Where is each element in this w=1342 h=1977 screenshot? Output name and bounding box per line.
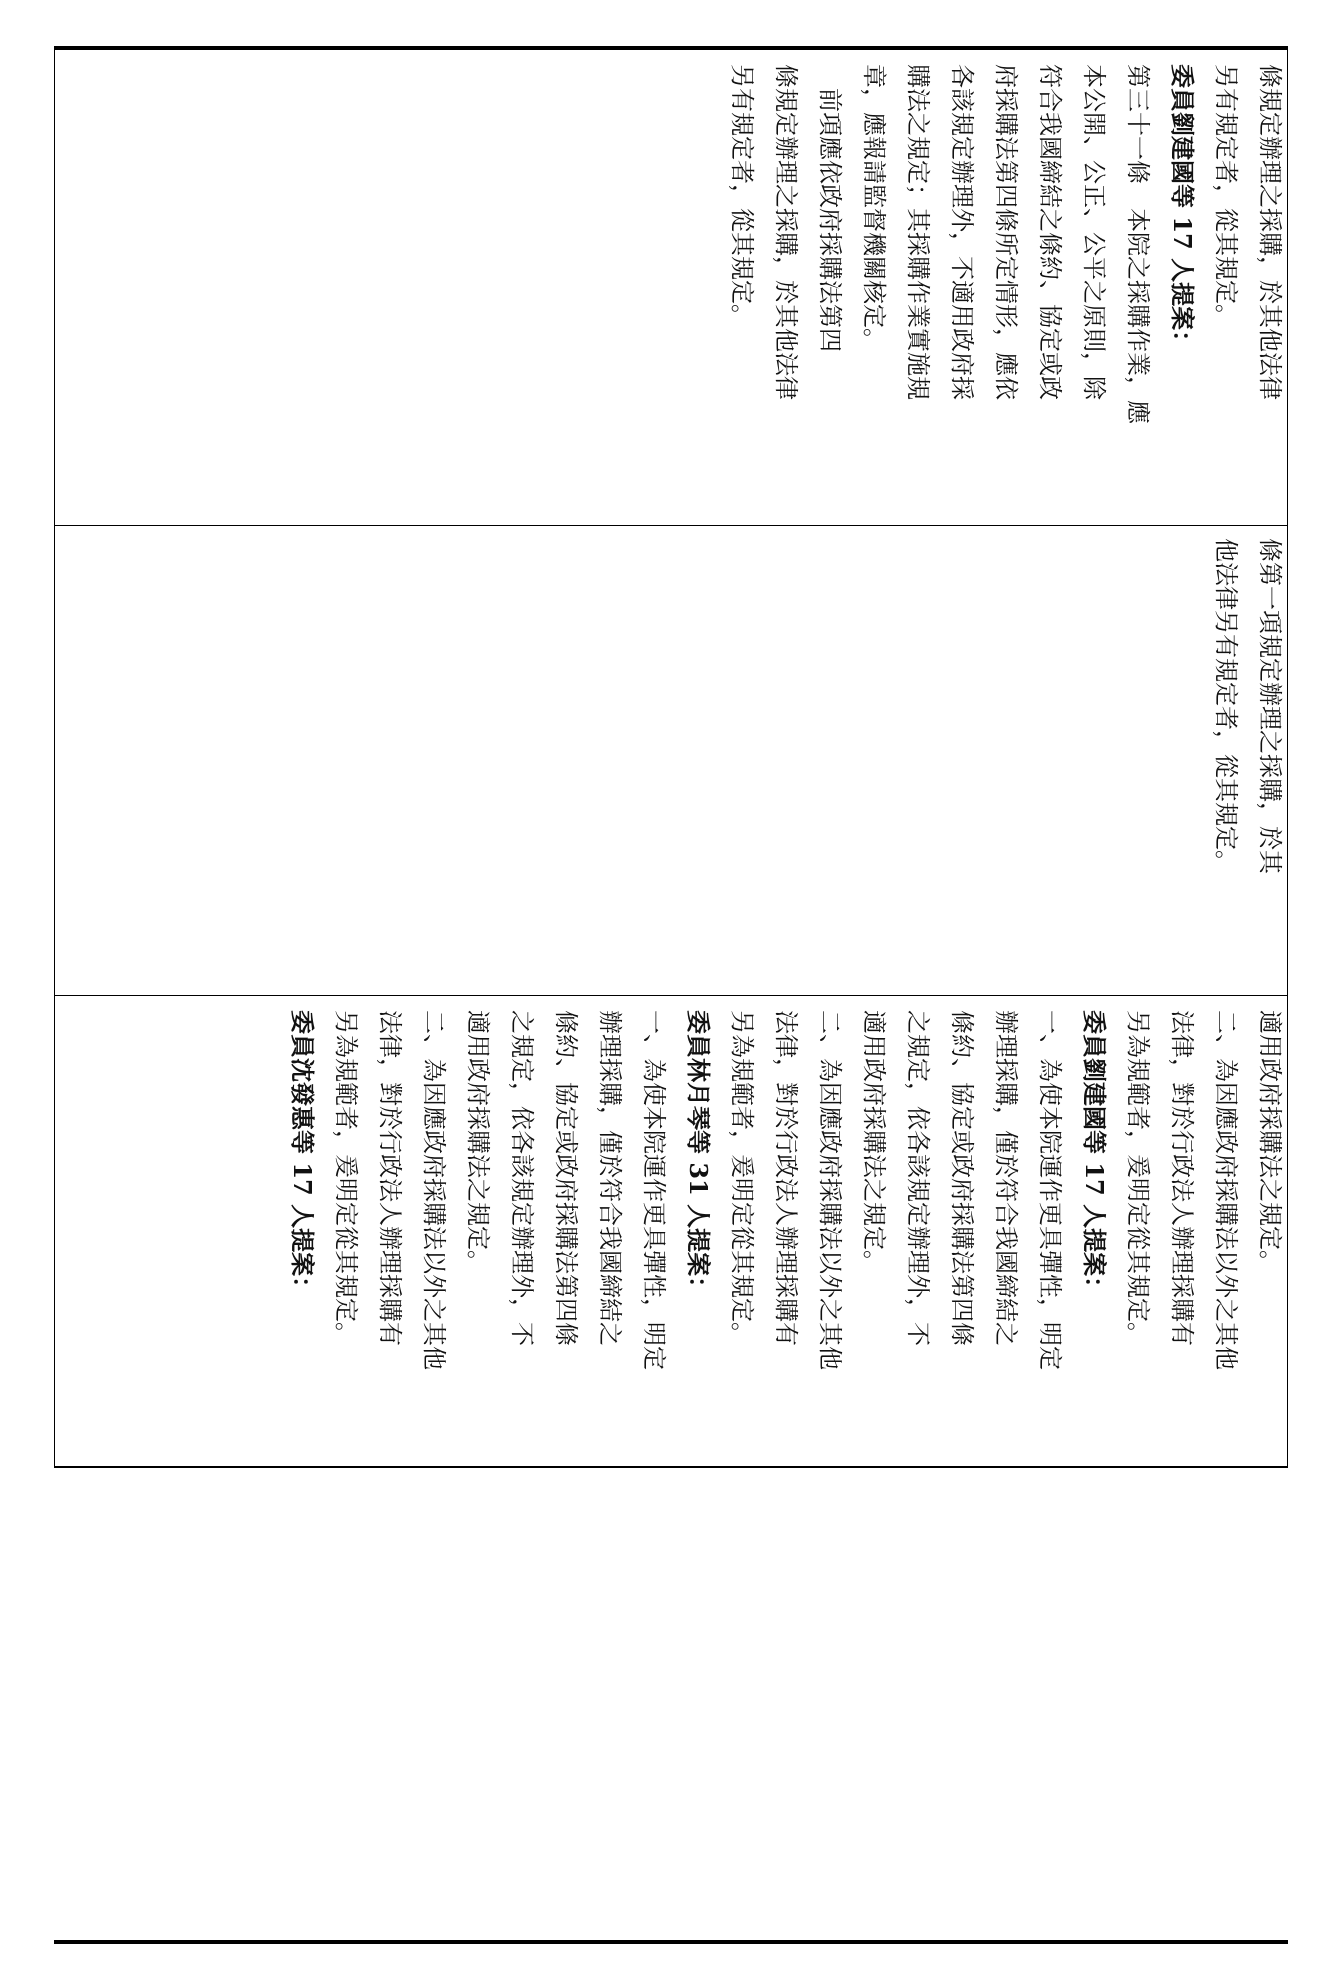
column-separator-2 bbox=[54, 995, 1288, 996]
text-line: 另為規範者，爰明定從其規定。 bbox=[1124, 1010, 1152, 1346]
proposal-heading: 委員劉建國等 17 人提案： bbox=[1168, 64, 1197, 355]
text-line: 購法之規定；其採購作業實施規 bbox=[904, 64, 932, 400]
text-line: 第三十一條 本院之採購作業，應 bbox=[1124, 64, 1152, 424]
text-line: 本公開、公正、公平之原則，除 bbox=[1080, 64, 1108, 400]
text-line: 法律，對於行政法人辦理採購有 bbox=[1168, 1010, 1196, 1346]
column-separator-1 bbox=[54, 525, 1288, 526]
column-existing-text-body bbox=[1204, 538, 1292, 978]
text-line: 符合我國締結之條約、協定或政 bbox=[1036, 64, 1064, 400]
text-line: 另為規範者，爰明定從其規定。 bbox=[728, 1010, 756, 1346]
text-line: 前項應依政府採購法第四 bbox=[816, 64, 844, 352]
text-line: 條約、協定或政府採購法第四條 bbox=[948, 1010, 976, 1346]
top-rule bbox=[54, 46, 1288, 50]
column-explanation-body bbox=[280, 1010, 1292, 1450]
text-line: 條第一項規定辦理之採購，於其 bbox=[1256, 538, 1284, 874]
page-bottom-rule bbox=[54, 1940, 1288, 1944]
text-line: 一、為使本院運作更具彈性，明定 bbox=[1036, 1010, 1064, 1370]
table-bottom-rule bbox=[54, 1466, 1288, 1468]
text-line: 法律，對於行政法人辦理採購有 bbox=[772, 1010, 800, 1346]
text-line: 條規定辦理之採購，於其他法律 bbox=[1256, 64, 1284, 400]
text-line: 另有規定者，從其規定。 bbox=[728, 64, 756, 328]
proposal-heading: 委員沈發惠等 17 人提案： bbox=[288, 1010, 317, 1301]
text-line: 府採購法第四條所定情形，應依 bbox=[992, 64, 1020, 400]
text-line: 二、為因應政府採購法以外之其他 bbox=[816, 1010, 844, 1370]
text-line: 另有規定者，從其規定。 bbox=[1212, 64, 1240, 328]
column-divider-left bbox=[54, 48, 55, 1466]
text-line: 條約、協定或政府採購法第四條 bbox=[552, 1010, 580, 1346]
text-line: 適用政府採購法之規定。 bbox=[1256, 1010, 1284, 1274]
column-current-text-body bbox=[720, 64, 1292, 484]
proposal-heading: 委員林月琴等 31 人提案： bbox=[684, 1010, 713, 1301]
text-line: 之規定，依各該規定辦理外，不 bbox=[508, 1010, 536, 1346]
text-line: 二、為因應政府採購法以外之其他 bbox=[420, 1010, 448, 1370]
text-line: 二、為因應政府採購法以外之其他 bbox=[1212, 1010, 1240, 1370]
text-line: 辦理採購，僅於符合我國締結之 bbox=[992, 1010, 1020, 1346]
text-line: 適用政府採購法之規定。 bbox=[464, 1010, 492, 1274]
text-line: 他法律另有規定者，從其規定。 bbox=[1212, 538, 1240, 874]
text-line: 各該規定辦理外，不適用政府採 bbox=[948, 64, 976, 400]
proposal-heading: 委員劉建國等 17 人提案： bbox=[1080, 1010, 1109, 1301]
text-line: 辦理採購，僅於符合我國締結之 bbox=[596, 1010, 624, 1346]
text-line: 適用政府採購法之規定。 bbox=[860, 1010, 888, 1274]
text-line: 一、為使本院運作更具彈性，明定 bbox=[640, 1010, 668, 1370]
text-line: 條規定辦理之採購，於其他法律 bbox=[772, 64, 800, 400]
text-line: 之規定，依各該規定辦理外，不 bbox=[904, 1010, 932, 1346]
text-line: 章，應報請監督機關核定。 bbox=[860, 64, 888, 352]
text-line: 另為規範者，爰明定從其規定。 bbox=[332, 1010, 360, 1346]
text-line: 法律，對於行政法人辦理採購有 bbox=[376, 1010, 404, 1346]
